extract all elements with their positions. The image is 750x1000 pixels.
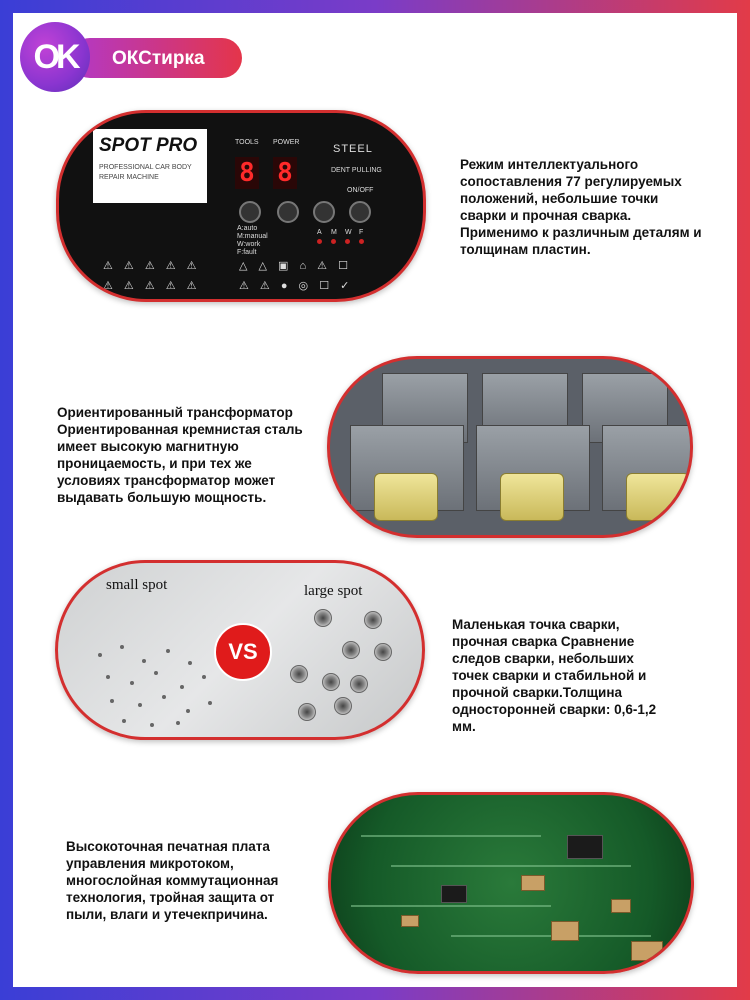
power-label: POWER: [273, 139, 300, 146]
large-spot: [314, 609, 332, 627]
section2-description: [57, 404, 322, 506]
pcb-component: [611, 899, 631, 913]
description-line: положений, небольшие точки: [460, 191, 659, 206]
mode-line: M:manual: [237, 233, 268, 240]
description-line: Высокоточная печатная плата: [66, 839, 270, 854]
description-line: сварки и прочная сварка.: [460, 208, 632, 223]
description-line: Маленькая точка сварки,: [452, 617, 620, 632]
description-line: односторонней сварки: 0,6-1,2: [452, 702, 657, 717]
panel-subtitle-line: PROFESSIONAL CAR BODY: [99, 164, 192, 171]
small-spot: [138, 703, 142, 707]
large-spot: [298, 703, 316, 721]
description-line: выдавать большую мощность.: [57, 490, 267, 505]
section4-description: [66, 838, 316, 923]
tools-label: TOOLS: [235, 139, 259, 146]
mode-legend: [237, 225, 268, 257]
indicator-lamp: [345, 239, 350, 244]
mode-line: F:fault: [237, 249, 257, 256]
description-line: следов сварки, небольших: [452, 651, 634, 666]
power-knob[interactable]: [349, 201, 371, 223]
small-spot: [130, 681, 134, 685]
indicator-lamp: [317, 239, 322, 244]
knob[interactable]: [313, 201, 335, 223]
large-spot: [290, 665, 308, 683]
transformer-coil: [374, 473, 438, 521]
large-spot: [350, 675, 368, 693]
small-spot: [188, 661, 192, 665]
small-spot: [98, 653, 102, 657]
small-spot: [186, 709, 190, 713]
description-line: имеет высокую магнитную: [57, 439, 239, 454]
small-spot: [166, 649, 170, 653]
small-spot: [176, 721, 180, 725]
description-line: сопоставления 77 регулируемых: [460, 174, 682, 189]
vs-badge: VS: [214, 623, 272, 681]
large-spot: [364, 611, 382, 629]
small-spot-label: small spot: [106, 577, 168, 593]
large-spot-label: large spot: [304, 583, 363, 599]
warning-icons-row: ⚠ ⚠ ⚠ ⚠ ⚠: [103, 260, 201, 272]
brand-name: ОКСтирка: [112, 48, 205, 69]
spot-pro-label: [93, 129, 207, 203]
brand-badge: [20, 22, 230, 92]
large-spot: [334, 697, 352, 715]
panel-title: SPOT PRO: [99, 135, 198, 156]
pcb-trace: [351, 905, 551, 907]
description-line: прочная сварка Сравнение: [452, 634, 635, 649]
small-spot: [120, 645, 124, 649]
description-line: точек сварки и стабильной и: [452, 668, 647, 683]
transformer-coil: [500, 473, 564, 521]
large-spot: [374, 643, 392, 661]
knob[interactable]: [239, 201, 261, 223]
large-spot: [342, 641, 360, 659]
small-spot: [106, 675, 110, 679]
description-line: проницаемость, и при тех же: [57, 456, 252, 471]
description-line: Ориентированный трансформатор: [57, 405, 293, 420]
pcb-trace: [391, 865, 631, 867]
steel-label: STEEL: [333, 143, 373, 155]
pcb-chip: [441, 885, 467, 903]
warning-icons-row: ⚠ ⚠ ● ◎ ☐ ✓: [239, 280, 354, 292]
lamp-label: A: [317, 229, 322, 236]
panel-subtitle-line: REPAIR MACHINE: [99, 174, 159, 181]
control-panel-photo: [56, 110, 426, 302]
onoff-label: ON/OFF: [347, 187, 374, 194]
pcb-component: [521, 875, 545, 891]
panel-subtitle: [99, 163, 192, 183]
description-line: технология, тройная защита от: [66, 890, 275, 905]
section3-description: [452, 616, 702, 735]
indicator-lamp: [359, 239, 364, 244]
transformer-coil: [626, 473, 690, 521]
description-line: Режим интеллектуального: [460, 157, 639, 172]
pcb-photo: [328, 792, 694, 974]
warning-icons-row: △ △ ▣ ⌂ ⚠ ☐: [239, 260, 352, 272]
description-line: толщинам пластин.: [460, 242, 591, 257]
mode-line: A:auto: [237, 225, 258, 232]
description-line: мм.: [452, 719, 476, 734]
display-digit: 8: [273, 157, 297, 189]
description-line: Ориентированная кремнистая сталь: [57, 422, 303, 437]
small-spot: [154, 671, 158, 675]
pcb-chip: [567, 835, 603, 859]
brand-logo: OK: [20, 22, 90, 92]
pcb-component: [551, 921, 579, 941]
lamp-label: M: [331, 229, 337, 236]
small-spot: [162, 695, 166, 699]
pcb-trace: [361, 835, 541, 837]
small-spot: [208, 701, 212, 705]
large-spot: [322, 673, 340, 691]
display-digit: 8: [235, 157, 259, 189]
description-line: многослойная коммутационная: [66, 873, 279, 888]
small-spot: [150, 723, 154, 727]
description-line: управления микротоком,: [66, 856, 234, 871]
warning-icons-row: ⚠ ⚠ ⚠ ⚠ ⚠: [103, 280, 201, 292]
lamp-label: F: [359, 229, 364, 236]
description-line: условиях трансформатор может: [57, 473, 276, 488]
small-spot: [122, 719, 126, 723]
small-spot: [142, 659, 146, 663]
pcb-component: [631, 941, 663, 961]
dent-label: DENT PULLING: [331, 167, 382, 174]
description-line: Применимо к различным деталям и: [460, 225, 702, 240]
small-spot: [180, 685, 184, 689]
transformer-photo: [327, 356, 693, 538]
description-line: пыли, влаги и утечекпричина.: [66, 907, 268, 922]
mode-line: W:work: [237, 241, 261, 248]
knob[interactable]: [277, 201, 299, 223]
section1-description: [460, 156, 730, 258]
description-line: прочной сварки.Толщина: [452, 685, 623, 700]
spot-comparison-photo: [55, 560, 425, 740]
lamp-label: W: [345, 229, 352, 236]
pcb-component: [401, 915, 419, 927]
indicator-lamp: [331, 239, 336, 244]
small-spot: [110, 699, 114, 703]
small-spot: [202, 675, 206, 679]
